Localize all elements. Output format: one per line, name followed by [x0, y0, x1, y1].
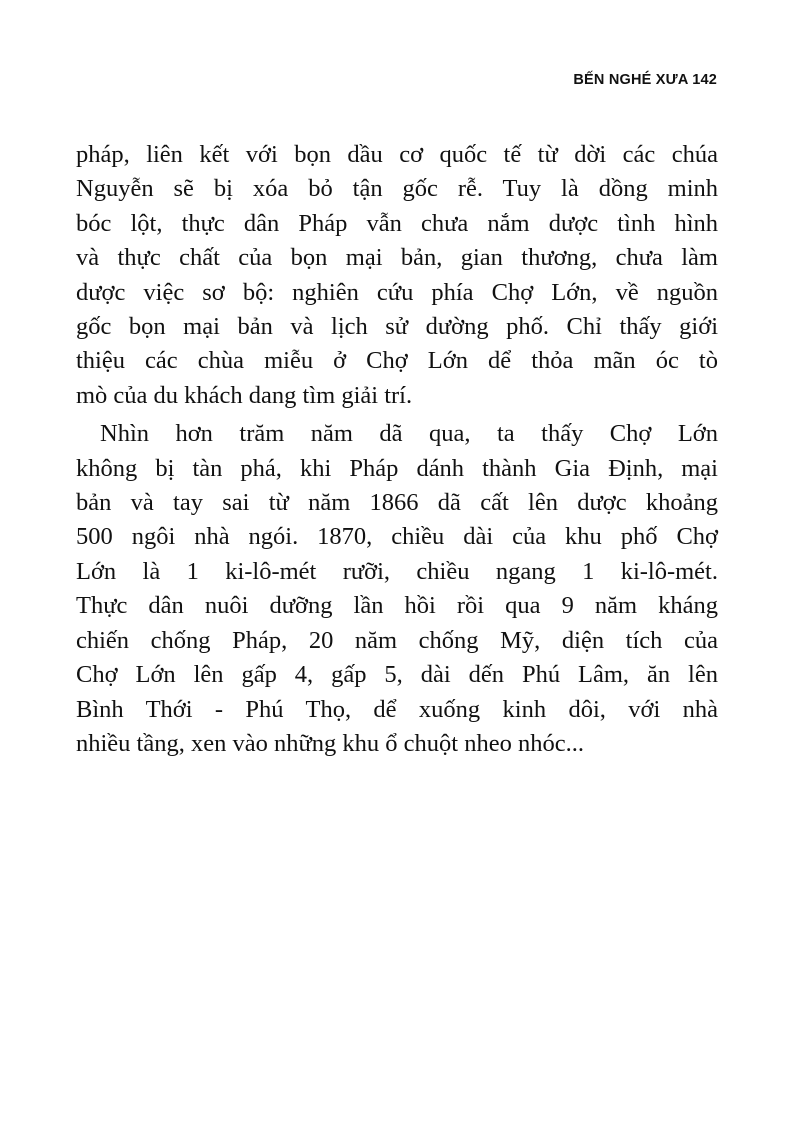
- text-line: nhiều tầng, xen vào những khu ổ chuột nheo nhóc...: [76, 729, 584, 757]
- paragraph-2: [76, 417, 718, 761]
- text-line: Chợ Lớn lên gấp 4, gấp 5, dài dến Phú Lâm, ăn lên: [76, 661, 718, 689]
- running-header: BẾN NGHÉ XƯA 142: [573, 72, 717, 88]
- text-line: không bị tàn phá, khi Pháp dánh thành Gia Định, mại: [76, 454, 718, 482]
- text-line: mò của du khách dang tìm giải trí.: [76, 381, 413, 409]
- text-line: Lớn là 1 ki-lô-mét rưỡi, chiều ngang 1 ki-lô-mét.: [76, 557, 718, 585]
- text-line: pháp, liên kết với bọn dầu cơ quốc tế từ dời các chúa: [76, 141, 718, 168]
- text-line: gốc bọn mại bản và lịch sử dường phố. Chỉ thấy giới: [76, 313, 718, 341]
- text-line: và thực chất của bọn mại bản, gian thương, chưa làm: [76, 244, 718, 272]
- text-line: bóc lột, thực dân Pháp vẫn chưa nắm dược tình hình: [76, 209, 718, 237]
- text-line: chiến chống Pháp, 20 năm chống Mỹ, diện tích của: [76, 626, 718, 654]
- text-line: Bình Thới - Phú Thọ, dể xuống kinh dôi, với nhà: [76, 695, 718, 723]
- text-line: dược việc sơ bộ: nghiên cứu phía Chợ Lớn, về nguồn: [76, 278, 718, 306]
- text-line: bản và tay sai từ năm 1866 dã cất lên dược khoảng: [76, 489, 718, 517]
- text-line: 500 ngôi nhà ngói. 1870, chiều dài của khu phố Chợ: [76, 523, 718, 551]
- text-line: Thực dân nuôi dưỡng lần hồi rồi qua 9 năm kháng: [76, 592, 718, 620]
- text-line: thiệu các chùa miễu ở Chợ Lớn dể thỏa mãn óc tò: [76, 347, 718, 375]
- body-text: [76, 138, 718, 761]
- paragraph-1: [76, 138, 718, 413]
- text-line: Nguyễn sẽ bị xóa bỏ tận gốc rễ. Tuy là dồng minh: [76, 175, 718, 203]
- text-line: Nhìn hơn trăm năm dã qua, ta thấy Chợ Lớn: [100, 420, 718, 448]
